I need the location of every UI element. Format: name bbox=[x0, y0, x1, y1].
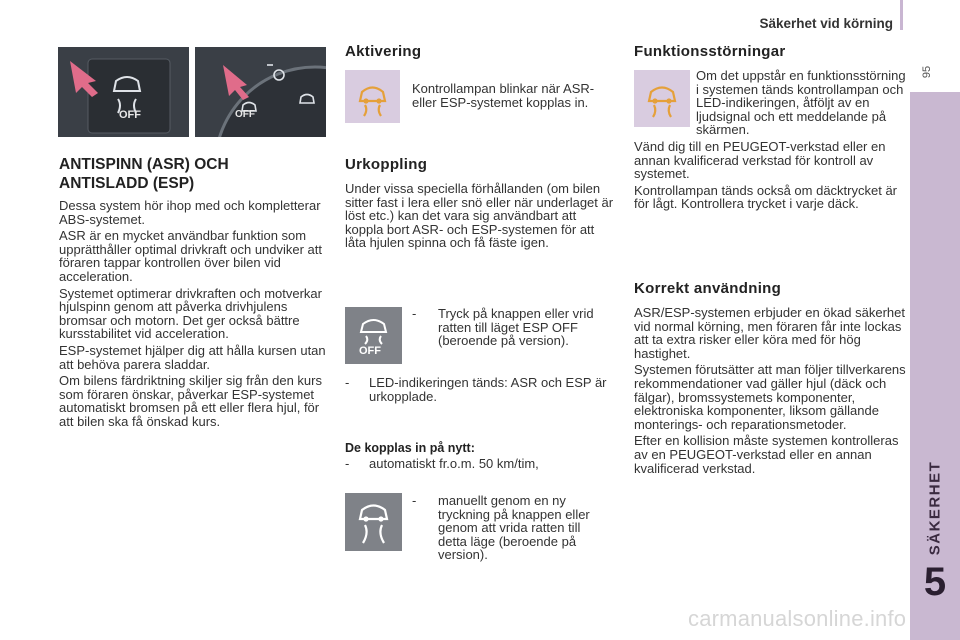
reactivate-heading: De kopplas in på nytt: bbox=[345, 441, 475, 455]
bullet-dash: - bbox=[412, 306, 417, 321]
urkoppling-heading: Urkoppling bbox=[345, 156, 428, 173]
fault-text: Om det uppstår en funktionsstörning i systemen tänds kontrollampan och LED-indikeringen, åtföljt av en ljudsignal och ett meddelande på skärmen. Vänd dig till en PEUGEOT-verkstad eller en annan kvalificerad verkstad för kontroll av systemet. Kontrollampan tänds också om däcktrycket är för lågt. Kontrollera trycket i varje däck. bbox=[634, 68, 906, 212]
intro-text: Dessa system hör ihop med och kompletterar ABS-systemet. ASR är en mycket användbar funktion som upprätthåller optimal drivkraft och undviker att föraren tappar kontrollen över bilen vid acceleration. Systemet optimerar drivkraften och motverkar hjulspinn genom att påverka drivhjulens bromsar och motorn. Det ger också bättre kursstabilitet vid acceleration. ESP-systemet hjälper dig att hålla kursen utan att behöva parera sladdar. Om bilens färdriktning skiljer sig från den kurs som föraren önskar, påverkar ESP-systemet automatiskt bromsen på ett eller flera hjul, för att bilen ska få önskad kurs. bbox=[59, 198, 326, 429]
correct-use-heading: Korrekt användning bbox=[634, 280, 782, 297]
esp-off-button-icon: OFF bbox=[345, 307, 402, 364]
dial-photo: OFF bbox=[195, 47, 326, 137]
aktivering-heading: Aktivering bbox=[345, 43, 422, 60]
esp-button-photo: OFF bbox=[58, 47, 189, 137]
correct-use-text: ASR/ESP-systemen erbjuder en ökad säkerhet vid normal körning, men föraren får inte lockas att ta extra risker eller köra med för hög hastighet. Systemen förutsätter att man följer tillverkarens rekommendationer vad gäller hjul (däck och fälgar), bromssystemets komponenter, elektroniska komponenter, liksom gällande monterings- och reparationsmetoder. Efter en kollision måste systemen kontrolleras av en PEUGEOT-verkstad eller en annan kvalificerad verkstad. bbox=[634, 305, 906, 476]
warning-lamp-icon bbox=[345, 70, 400, 123]
header-divider bbox=[900, 0, 903, 30]
section-label: SÄKERHET bbox=[926, 460, 944, 556]
chapter-number: 5 bbox=[923, 560, 947, 604]
bullet-dash: - bbox=[345, 456, 350, 471]
auto-text: automatiskt fr.o.m. 50 km/tim, bbox=[369, 456, 539, 471]
section-heading: ANTISPINN (ASR) OCH ANTISLADD (ESP) bbox=[59, 156, 229, 192]
aktivering-text: Kontrollampan blinkar när ASR- eller ESP-systemet kopplas in. bbox=[412, 81, 595, 110]
bullet-dash: - bbox=[345, 375, 350, 390]
running-header: Säkerhet vid körning bbox=[759, 16, 893, 31]
urkoppling-text: Under vissa speciella förhållanden (om bilen sitter fast i lera eller snö eller när underlaget är löst etc.) kan det vara sig användbart att koppla bort ASR- och ESP-systemen för att låta hjulen spinna och få fäste igen. bbox=[345, 181, 614, 251]
fault-heading: Funktionsstörningar bbox=[634, 43, 786, 60]
manual-text: manuellt genom en ny tryckning på knappen eller genom att vrida ratten till detta läge (beroende på version). bbox=[438, 493, 590, 563]
led-text: LED-indikeringen tänds: ASR och ESP är urkopplade. bbox=[369, 375, 607, 404]
skid-button-icon bbox=[345, 493, 402, 551]
page-number: 95 bbox=[921, 65, 934, 79]
bullet-dash: - bbox=[412, 493, 417, 508]
tryck-text: Tryck på knappen eller vrid ratten till läget ESP OFF (beroende på version). bbox=[438, 306, 594, 349]
watermark: carmanualsonline.info bbox=[688, 606, 907, 631]
